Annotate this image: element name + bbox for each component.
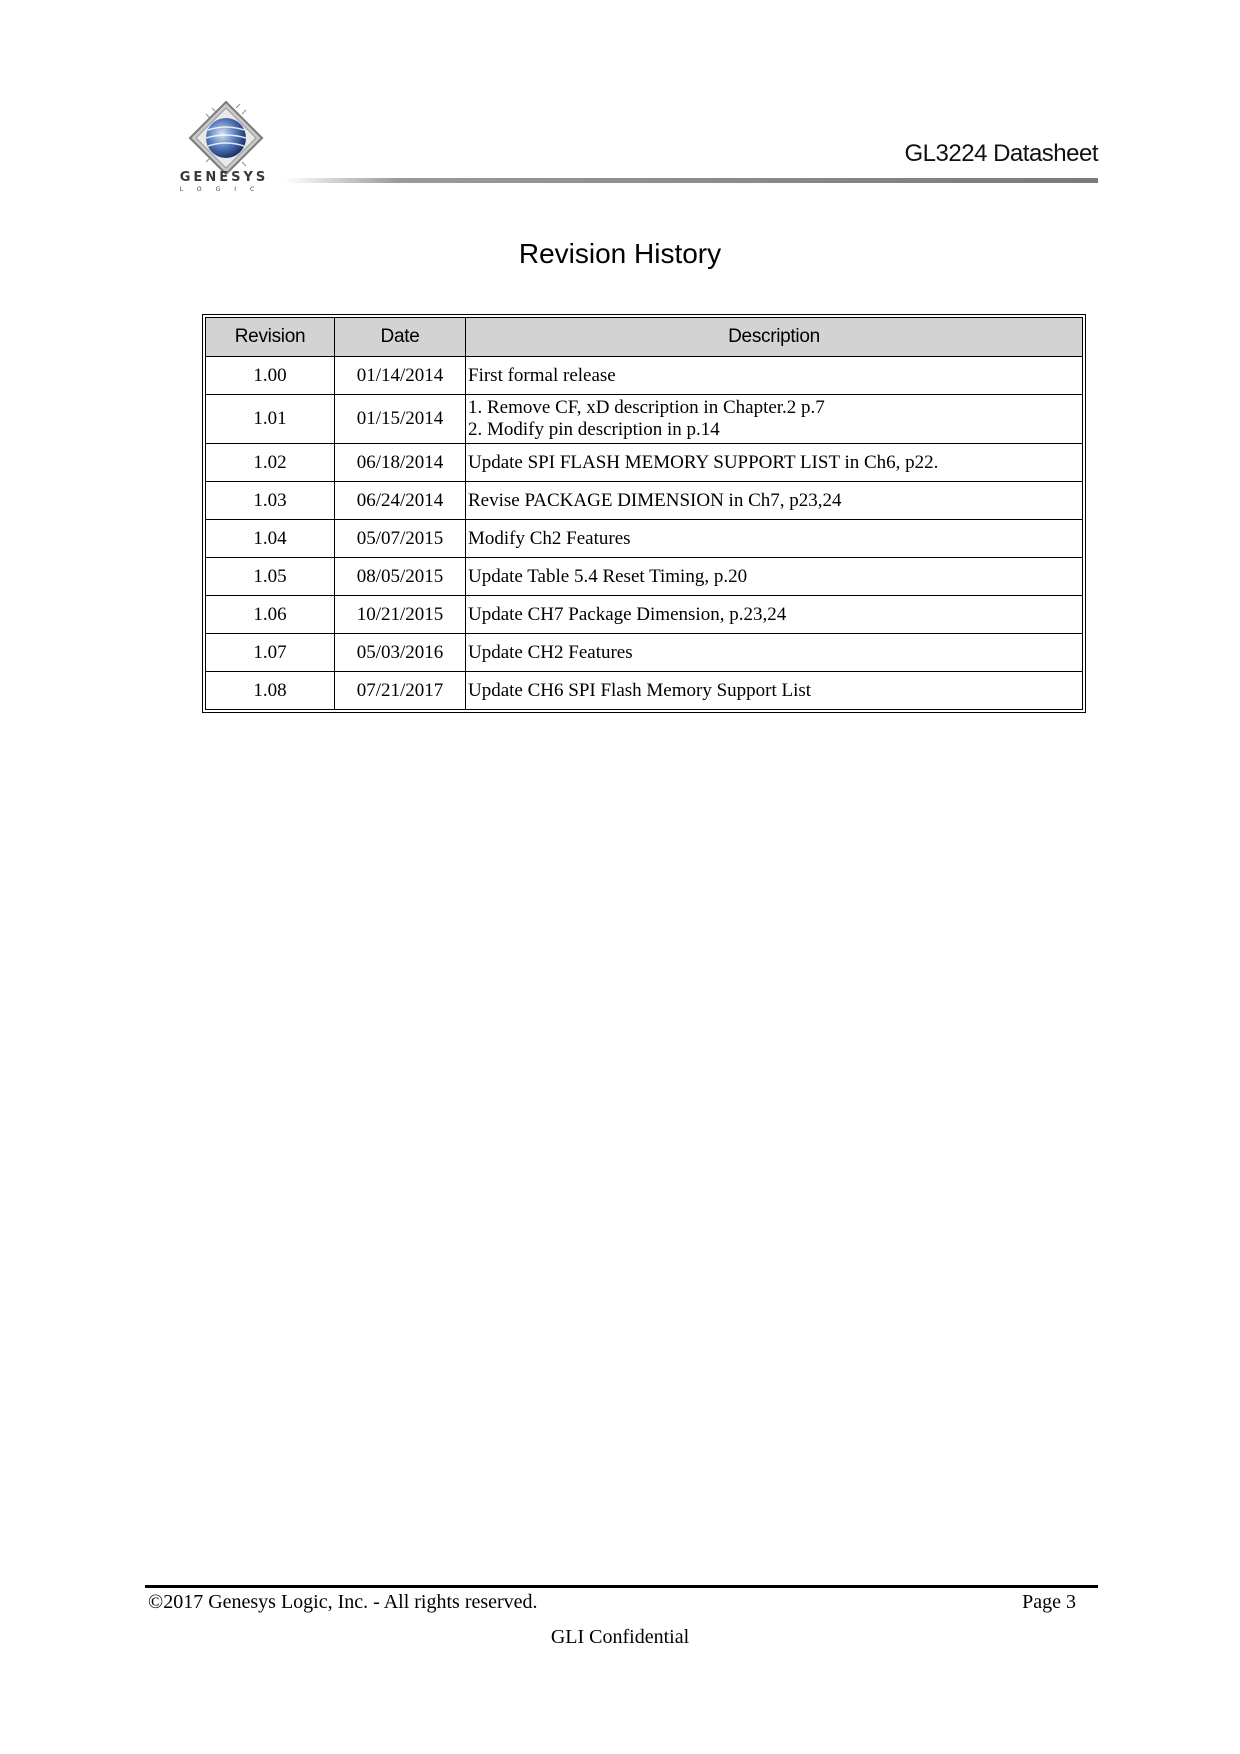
table-row	[206, 672, 1083, 710]
revision-cell: 1.04	[206, 520, 335, 558]
revision-table	[205, 317, 1083, 710]
column-header-revision: Revision	[206, 318, 335, 357]
revision-cell: 1.06	[206, 596, 335, 634]
table-row	[206, 357, 1083, 395]
description-cell: First formal release	[466, 357, 1083, 395]
revision-cell: 1.08	[206, 672, 335, 710]
description-cell	[466, 395, 1083, 444]
table-row	[206, 558, 1083, 596]
date-cell: 06/18/2014	[335, 444, 466, 482]
description-cell: Update CH2 Features	[466, 634, 1083, 672]
date-cell: 06/24/2014	[335, 482, 466, 520]
revision-cell: 1.01	[206, 395, 335, 444]
page-title: Revision History	[518, 238, 722, 269]
description-cell: Revise PACKAGE DIMENSION in Ch7, p23,24	[466, 482, 1083, 520]
footer-divider	[145, 1585, 1098, 1588]
table-row	[206, 634, 1083, 672]
page-number: Page 3	[1022, 1591, 1076, 1613]
description-cell: Modify Ch2 Features	[466, 520, 1083, 558]
table-row	[206, 520, 1083, 558]
description-cell: Update CH6 SPI Flash Memory Support List	[466, 672, 1083, 710]
column-header-description: Description	[466, 318, 1083, 357]
revision-cell: 1.00	[206, 357, 335, 395]
description-cell: Update Table 5.4 Reset Timing, p.20	[466, 558, 1083, 596]
table-row	[206, 596, 1083, 634]
logo-subtitle: LOGIC	[179, 186, 269, 193]
revision-cell: 1.07	[206, 634, 335, 672]
genesys-logo	[176, 100, 276, 200]
date-cell: 05/03/2016	[335, 634, 466, 672]
date-cell: 10/21/2015	[335, 596, 466, 634]
revision-table-frame	[202, 314, 1086, 713]
revision-cell: 1.03	[206, 482, 335, 520]
table-row	[206, 395, 1083, 444]
confidential-notice: GLI Confidential	[550, 1626, 690, 1648]
table-row	[206, 444, 1083, 482]
date-cell: 07/21/2017	[335, 672, 466, 710]
date-cell: 01/14/2014	[335, 357, 466, 395]
date-cell: 05/07/2015	[335, 520, 466, 558]
footer-copyright: ©2017 Genesys Logic, Inc. - All rights reserved.	[148, 1591, 538, 1613]
table-header-row	[206, 318, 1083, 357]
description-cell: Update SPI FLASH MEMORY SUPPORT LIST in Ch6, p22.	[466, 444, 1083, 482]
description-line: 2. Modify pin description in p.14	[468, 419, 720, 440]
revision-cell: 1.02	[206, 444, 335, 482]
revision-cell: 1.05	[206, 558, 335, 596]
column-header-date: Date	[335, 318, 466, 357]
chip-globe-icon	[176, 100, 276, 180]
date-cell: 08/05/2015	[335, 558, 466, 596]
header-divider	[284, 178, 1098, 183]
description-line: 1. Remove CF, xD description in Chapter.2 p.7	[468, 397, 825, 418]
table-row	[206, 482, 1083, 520]
description-cell: Update CH7 Package Dimension, p.23,24	[466, 596, 1083, 634]
logo-wordmark: GENESYS	[179, 170, 269, 185]
date-cell: 01/15/2014	[335, 395, 466, 444]
document-title: GL3224 Datasheet	[904, 140, 1098, 167]
